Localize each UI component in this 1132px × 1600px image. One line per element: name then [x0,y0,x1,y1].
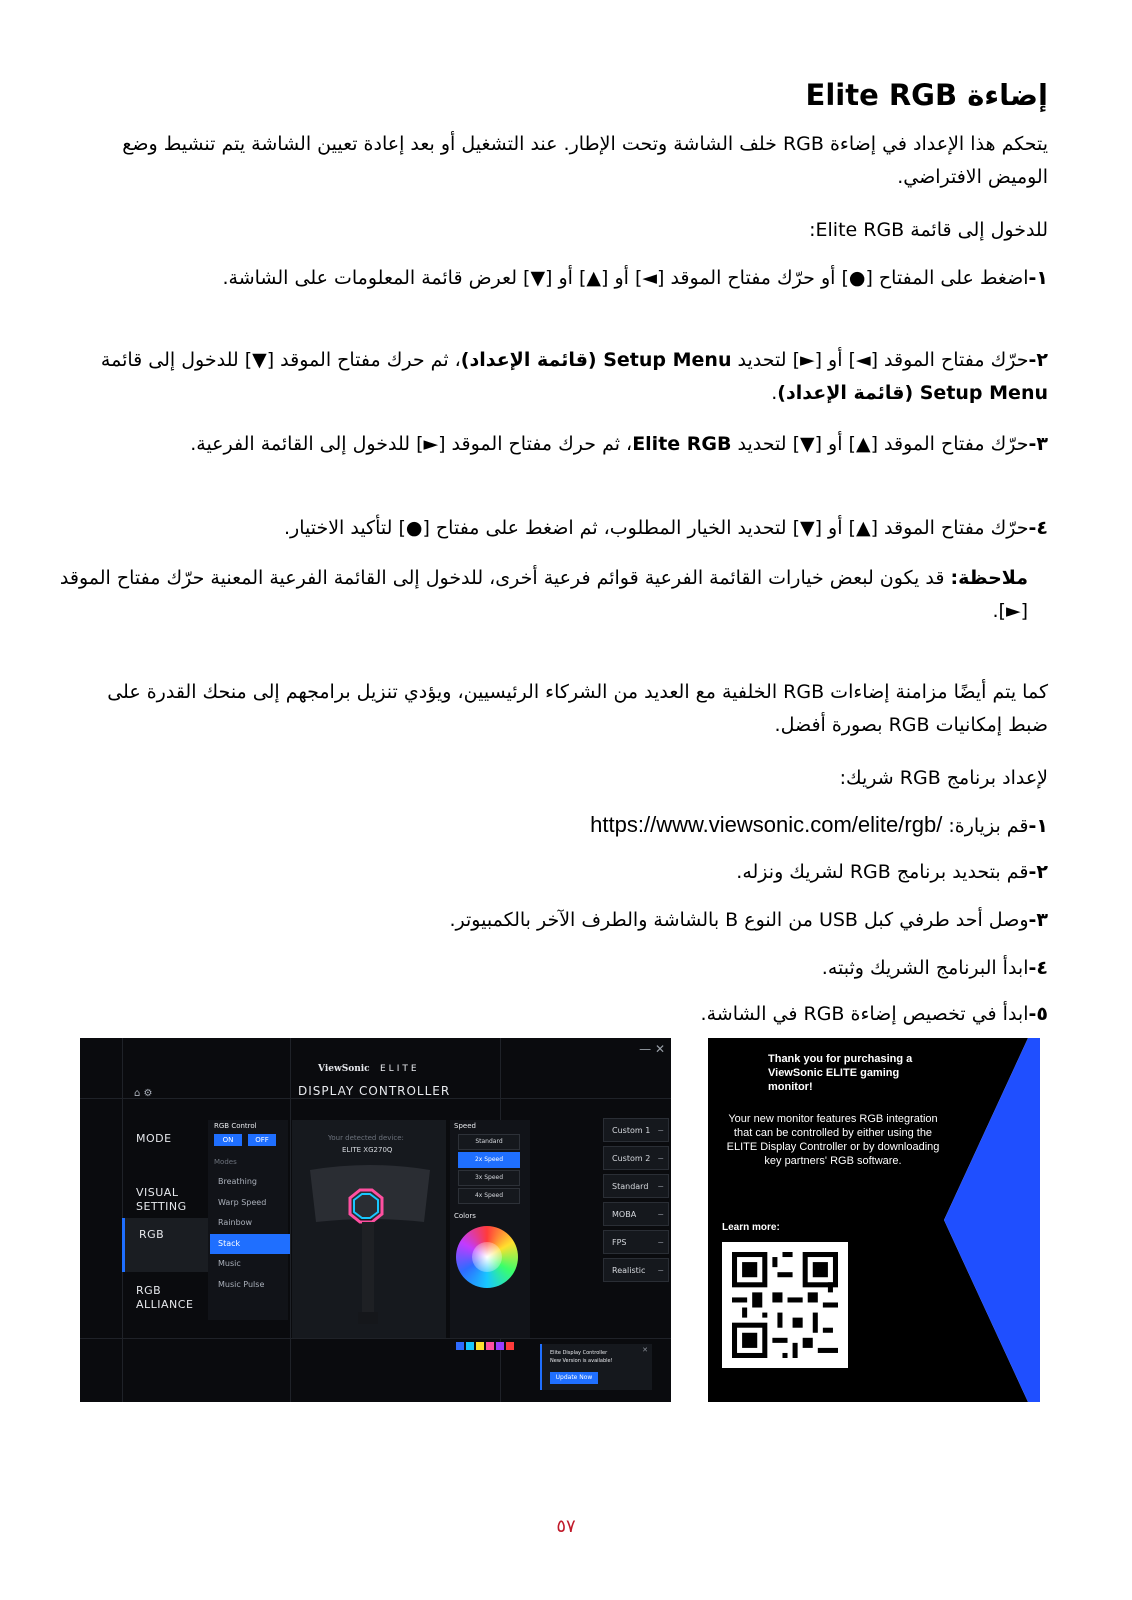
color-swatch[interactable] [486,1342,494,1350]
menu-visual-setting[interactable]: VISUAL SETTING [136,1186,187,1213]
close-icon[interactable]: — ✕ [639,1042,665,1056]
step-text: اضغط على المفتاح [●] أو حرّك مفتاح الموقد [◄] أو [▲] أو [▼] لعرض قائمة المعلومات على الشاشة. [222,267,1029,289]
learn-more-label: Learn more: [722,1222,780,1233]
color-swatch[interactable] [466,1342,474,1350]
page-title: إضاءة Elite RGB [805,78,1048,112]
home-icon[interactable]: ⌂ ⚙ [134,1088,153,1099]
step-number: ٤- [1028,957,1048,979]
color-swatch[interactable] [456,1342,464,1350]
preset-list [601,1118,669,1318]
mode-stack-selected[interactable]: Stack [210,1234,290,1254]
color-swatch[interactable] [506,1342,514,1350]
detected-device-label: Your detected device: [328,1134,404,1142]
step-text: وصل أحد طرفي كبل USB من النوع B بالشاشة والطرف الآخر بالكمبيوتر. [449,909,1029,931]
step-number: ٣- [1028,909,1048,931]
speed-label: Speed [454,1122,476,1130]
step-2: ٢-حرّك مفتاح الموقد [◄] أو [►] لتحديد Setup Menu (قائمة الإعداد)، ثم حرك مفتاح الموقد [▼] للدخول إلى قائمة Setup Menu (قائمة الإعداد). [100,349,1048,404]
color-wheel[interactable] [456,1226,518,1288]
rgb-off-button[interactable]: OFF [248,1134,276,1146]
step-text: ، ثم حرك مفتاح الموقد [▼] للدخول إلى قائمة [100,349,461,371]
partner-step-1 [68,808,1048,843]
monitor-image [302,1162,438,1332]
note-label: ملاحظة: [950,567,1028,589]
update-now-button[interactable]: Update Now [550,1372,598,1384]
speed-3x[interactable]: 3x Speed [458,1170,520,1186]
intro-paragraph: يتحكم هذا الإعداد في إضاءة RGB خلف الشاشة وتحت الإطار. عند التشغيل أو بعد إعادة تعيين الشاشة يتم تنشيط وضع الوميض الافتراضي. [122,133,1048,188]
elite-rgb-term: Elite RGB [632,433,732,455]
mode-music-pulse[interactable]: Music Pulse [218,1280,265,1289]
step-number: ٢- [1028,349,1048,371]
qr-code[interactable] [722,1242,848,1368]
step-text: ابدأ في تخصيص إضاءة RGB في الشاشة. [700,1003,1029,1025]
menu-rgb-alliance[interactable]: RGB ALLIANCE [136,1284,194,1311]
speed-4x[interactable]: 4x Speed [458,1188,520,1204]
step-number: ٢- [1028,861,1048,883]
preset-standard[interactable]: Standard − [603,1174,669,1198]
preset-moba[interactable]: MOBA − [603,1202,669,1226]
preset-fps[interactable]: FPS − [603,1230,669,1254]
step-number: ٥- [1028,1003,1048,1025]
preset-realistic[interactable]: Realistic − [603,1258,669,1282]
popup-message: New Version is available! [550,1358,613,1364]
viewsonic-url-link[interactable]: https://www.viewsonic.com/elite/rgb/ [590,812,943,837]
promo-heading: Thank you for purchasing a ViewSonic ELITE gaming monitor! [768,1053,913,1093]
step-number: ١- [1028,267,1048,289]
elite-logo: ELITE [380,1064,420,1074]
speed-standard[interactable]: Standard [458,1134,520,1150]
step-number: ٤- [1028,517,1048,539]
note [28,562,1028,628]
page-number: ٥٧ [556,1516,576,1537]
color-swatch[interactable] [476,1342,484,1350]
step-text: قم بزيارة: [942,815,1029,837]
access-heading: للدخول إلى قائمة Elite RGB: [809,219,1048,241]
partner-step-5 [68,998,1048,1031]
speed-2x-selected[interactable]: 2x Speed [458,1152,520,1168]
step-1 [68,262,1048,295]
mode-rainbow[interactable]: Rainbow [218,1218,253,1227]
setup-menu-term: Setup Menu (قائمة الإعداد) [460,349,732,371]
mode-music[interactable]: Music [218,1259,241,1268]
partner-step-3 [68,904,1048,937]
color-swatch[interactable] [496,1342,504,1350]
mode-breathing[interactable]: Breathing [218,1177,258,1186]
partner-step-2 [68,856,1048,889]
promo-body: Your new monitor features RGB integration that can be controlled by either using the ELITE Display Controller or by downloading key partners' RGB software. [726,1113,940,1167]
note-text: قد يكون لبعض خيارات القائمة الفرعية قوائم فرعية أخرى، للدخول إلى القائمة الفرعية المعنية حرّك مفتاح الموقد [►]. [59,567,1028,622]
sync-paragraph: كما يتم أيضًا مزامنة إضاءات RGB الخلفية مع العديد من الشركاء الرئيسيين، ويؤدي تنزيل برامجهم إلى منحك القدرة على ضبط إمكانيات RGB بصورة أفضل. [107,681,1048,736]
popup-close-icon[interactable]: ✕ [642,1346,648,1354]
step-text: ابدأ البرنامج الشريك وثبته. [821,957,1029,979]
promo-card-screenshot [708,1038,1040,1402]
menu-mode[interactable]: MODE [136,1132,172,1145]
viewsonic-logo: ViewSonic [318,1064,370,1074]
step-text: حرّك مفتاح الموقد [◄] أو [►] لتحديد [731,349,1029,371]
mode-warp-speed[interactable]: Warp Speed [218,1198,267,1207]
app-title: DISPLAY CONTROLLER [298,1084,451,1098]
update-popup [540,1344,652,1390]
step-number: ٣- [1028,433,1048,455]
step-text: قم بتحديد برنامج RGB لشريك ونزله. [736,861,1029,883]
step-text: ، ثم حرك مفتاح الموقد [►] للدخول إلى القائمة الفرعية. [190,433,633,455]
preset-custom-2[interactable]: Custom 2 − [603,1146,669,1170]
step-4 [68,512,1048,545]
qr-code-icon [732,1252,838,1358]
partner-step-4 [68,952,1048,985]
display-controller-screenshot [80,1038,671,1402]
device-name: ELITE XG270Q [342,1146,393,1154]
step-text: حرّك مفتاح الموقد [▲] أو [▼] لتحديد الخيار المطلوب، ثم اضغط على مفتاح [●] لتأكيد الاختيار. [283,517,1029,539]
modes-label: Modes [214,1158,237,1166]
step-number: ١- [1028,815,1048,837]
colors-label: Colors [454,1212,476,1220]
popup-title: Elite Display Controller [550,1350,608,1356]
rgb-control-label: RGB Control [214,1122,257,1130]
rgb-on-button[interactable]: ON [214,1134,242,1146]
partner-heading: لإعداد برنامج RGB شريك: [839,767,1048,789]
menu-rgb[interactable]: RGB [122,1218,228,1272]
step-text: حرّك مفتاح الموقد [▲] أو [▼] لتحديد [731,433,1029,455]
preset-custom-1[interactable]: Custom 1 − [603,1118,669,1142]
setup-menu-term: Setup Menu (قائمة الإعداد) [777,382,1048,404]
step-3 [68,428,1048,461]
